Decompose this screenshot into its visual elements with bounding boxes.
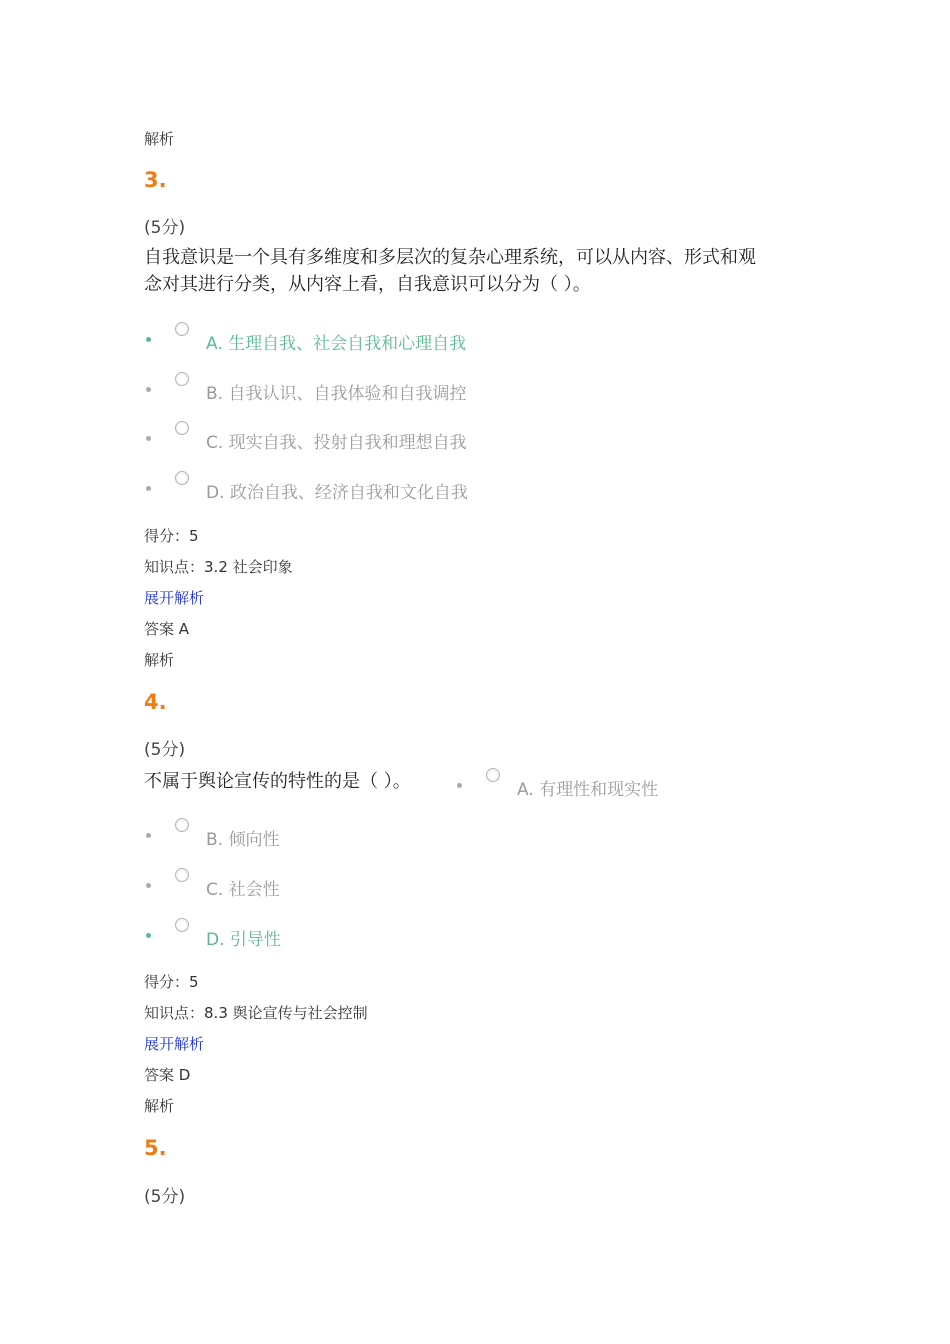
score-prefix: 得分： (144, 973, 190, 991)
option-label: C. 社会性 (206, 880, 280, 900)
question-4-score (144, 971, 199, 992)
answer-prefix: 答案 (144, 620, 175, 638)
radio-button[interactable] (486, 768, 500, 782)
question-3-expand-analysis-link[interactable]: 展开解析 (144, 589, 205, 607)
question-4-points: (5分) (144, 740, 186, 760)
radio-button[interactable] (175, 372, 189, 386)
option-label: A. 生理自我、社会自我和心理自我 (206, 334, 467, 354)
question-4-expand-analysis-link[interactable]: 展开解析 (144, 1035, 205, 1053)
radio-button[interactable] (175, 471, 189, 485)
bullet-icon (146, 883, 151, 888)
question-5-number: 5. (144, 1136, 167, 1160)
question-3-text-line1: 自我意识是一个具有多维度和多层次的复杂心理系统，可以从内容、形式和观 (144, 247, 756, 268)
option-label: B. 倾向性 (206, 830, 280, 850)
score-prefix: 得分： (144, 527, 190, 545)
bullet-icon (457, 783, 462, 788)
question-3-knowledge (144, 556, 293, 577)
option-label: A. 有理性和现实性 (517, 780, 659, 800)
bullet-icon (146, 833, 151, 838)
option-label: C. 现实自我、投射自我和理想自我 (206, 433, 467, 453)
question-3-number: 3. (144, 168, 167, 192)
question-3-answer (144, 618, 189, 639)
score-value: 5 (189, 527, 199, 545)
bullet-icon (146, 486, 151, 491)
knowledge-prefix: 知识点： (144, 1004, 205, 1022)
radio-button[interactable] (175, 818, 189, 832)
knowledge-value: 3.2 社会印象 (204, 558, 293, 576)
answer-value: D (178, 1066, 191, 1084)
question-5-points: (5分) (144, 1187, 186, 1207)
option-label: D. 政治自我、经济自我和文化自我 (206, 483, 468, 503)
bullet-icon (146, 436, 151, 441)
knowledge-value: 8.3 舆论宣传与社会控制 (204, 1004, 368, 1022)
bullet-icon (146, 933, 151, 938)
question-4-number: 4. (144, 690, 167, 714)
question-3-analysis-label: 解析 (144, 651, 175, 669)
question-4-text: 不属于舆论宣传的特性的是（ ）。 (144, 771, 411, 792)
score-value: 5 (189, 973, 199, 991)
question-4-analysis-label: 解析 (144, 1097, 175, 1115)
question-3-text-line2: 念对其进行分类，从内容上看，自我意识可以分为（ ）。 (144, 274, 591, 295)
radio-button[interactable] (175, 918, 189, 932)
radio-button[interactable] (175, 868, 189, 882)
bullet-icon (146, 337, 151, 342)
radio-button[interactable] (175, 322, 189, 336)
question-4-knowledge (144, 1002, 368, 1023)
radio-button[interactable] (175, 421, 189, 435)
option-label: D. 引导性 (206, 930, 281, 950)
answer-prefix: 答案 (144, 1066, 175, 1084)
bullet-icon (146, 387, 151, 392)
question-4-answer (144, 1064, 190, 1085)
knowledge-prefix: 知识点： (144, 558, 205, 576)
option-label: B. 自我认识、自我体验和自我调控 (206, 384, 467, 404)
answer-value: A (178, 620, 190, 638)
question-3-points: (5分) (144, 218, 186, 238)
question-3-score (144, 525, 199, 546)
analysis-label: 解析 (144, 130, 175, 148)
